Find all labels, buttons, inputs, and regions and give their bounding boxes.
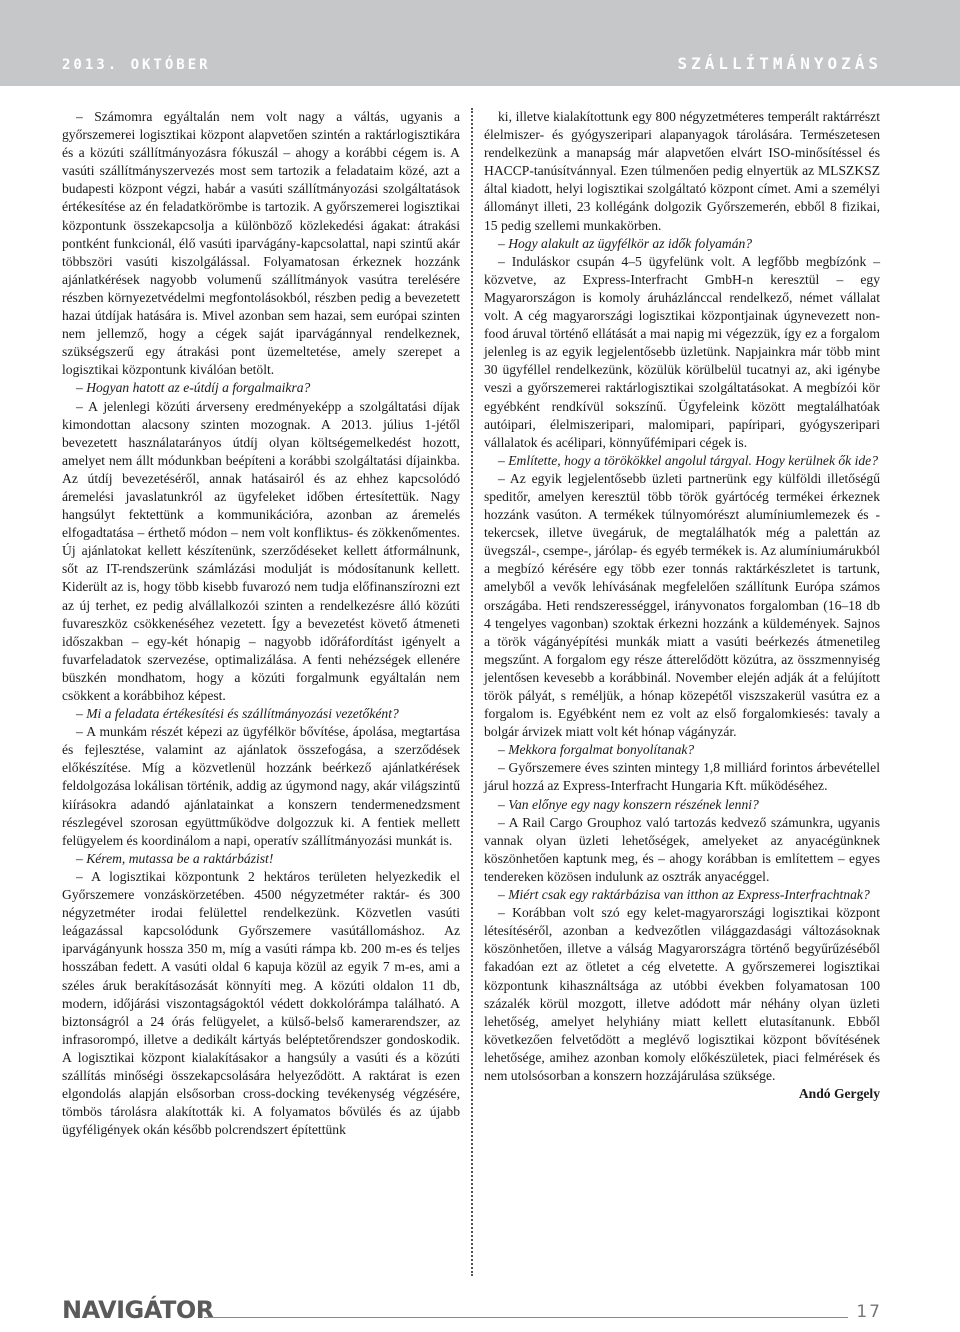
interview-question: – Miért csak egy raktárbázisa van itthon az Express-Interfrachtnak? <box>498 887 870 903</box>
answer-paragraph: – Győrszemere éves szinten mintegy 1,8 milliárd forintos árbevétellel járul hozzá az Express-Interfracht Hungaria Kft. működéséhez. <box>484 760 880 794</box>
answer-paragraph: – Korábban volt szó egy kelet-magyarországi logisztikai központ létesítéséről, azonban a kedvezőtlen világgazdasági változásoknak köszönhetően, illetve a válság Magyarországra történő begyűrűzéséből fakadóan ezt az ötletet a cég elvetette. A győrszemerei logisztikai központunk kihasználtsága az utóbbi években folyamatosan 100 százalék körül mozgott, illetve adódott már néhány olyan üzleti lehetőség, amelyet helyhiány miatt kellett elutasítanunk. Ebből következően felvetődött a meglévő logisztikai központ bővítésének lehetősége, amihez azonban komoly előkészületek, piaci felmérések és nem utolsósorban a konszern hozzájárulása szüksége. <box>484 905 880 1083</box>
answer-paragraph: ki, illetve kialakítottunk egy 800 négyzetméteres temperált raktárrészt élelmiszer- és gyógyszeripari alapanyagok tárolására. Természetesen rendelkezünk a manapság már alapvetően elvárt ISO-minősítéssel és HACCP-tanúsítvánnyal. Ezen túlmenően pedig elnyertük az MLSZKSZ által kiadott, helyi logisztikai szolgáltató központ címet. Ami a személyi állományt illeti, 23 kollégánk dolgozik Győrszemerén, ebből 8 fizikai, 15 pedig szellemi munkakörben. <box>484 109 880 233</box>
article-column-left <box>62 108 460 1139</box>
answer-paragraph: – Az egyik legjelentősebb üzleti partnerünk egy külföldi illetőségű speditőr, amelyen keresztül több török gyártócég termékei érkeznek hozzánk vasúton. A termékek túlnyomórészt alumíniumlemezek és -tekercsek, illetve üvegáruk, de megtalálhatók még a palettán az üvegszál-, csempe-, járólap- és egyéb termékek is. Az alumíniumárukból a megbízó kérésére egy több ezer tonnás raktárkészletet is tartunk, amelyből a vevők lehívásának megfelelően szállítunk Európa számos országába. Heti rendszerességgel, irányvonatos forgalomban (16–18 db 4 tengelyes vagonban) szoktak érkezni hozzánk a küldemények. Sajnos a török vágányépítési munkák miatt a vasúti beérkezés átmenetileg megszűnt. A forgalom egy része átterelődött közútra, az összmennyiség jelentősen kevesebb a korábbinál. November elején adják át a felújított török pályát, s reméljük, a hónap közepétől viszszakerül vasútra ez a forgalom is. Egyébként nem ez volt az első forgalomkiesés: tavaly a bolgár árvizek miatt volt két hónap vágányzár. <box>484 470 880 740</box>
answer-paragraph: – Induláskor csupán 4–5 ügyfelünk volt. A legfőbb megbízónk – közvetve, az Express-Interfracht GmbH-n keresztül – egy Magyarországon is komoly áruházlánccal rendelkező, német vállalat volt. A cég magyarországi logisztikai központjainak úgynevezett non-food áruval történő ellátását a mai napig mi végezzük, így ez a forgalom jelenleg is az egyik legjelentősebb üzletünk. Napjainkra már több mint 30 ügyféllel rendelkezünk, közülük körülbelül tucatnyi az, aki igénybe veszi a győrszemerei raktárlogisztikai szolgáltatásokat. A megbízói kör egyébként rendkívül sokszínű. Ügyfeleink között megtalálhatóak autóipari, élelmiszeripari, malomipari, papíripari, gyógyszeripari vállalatok és acélipari, könnyűfémipari cégek is. <box>484 253 880 450</box>
section-title: SZÁLLÍTMÁNYOZÁS <box>677 54 882 73</box>
author-signature: Andó Gergely <box>798 1086 880 1102</box>
issue-date: 2013. OKTÓBER <box>62 57 211 73</box>
answer-paragraph: – A munkám részét képezi az ügyfélkör bővítése, ápolása, megtartása és fejlesztése, valamint az ajánlatok összefogása, a szerződések előkészítése. Míg a közvetlenül hozzánk beérkező ajánlatkérések feldolgozása lokálisan történik, addig az úgymond nagy, akár világszintű kiírásokra adandó ajánlatainkat a konszern tendermenedzsment részlegével szorosan együttműködve dolgozzuk ki. A fentiek mellett felügyelem és koordinálom a napi, operatív szállítmányozási munkát is. <box>62 724 460 848</box>
article-column-right <box>484 108 880 1103</box>
interview-question: – Mi a feladata értékesítési és szállítmányozási vezetőként? <box>76 706 399 722</box>
footer-rule <box>204 1317 848 1318</box>
interview-question: – Mekkora forgalmat bonyolítanak? <box>498 742 695 758</box>
column-divider <box>471 108 473 1276</box>
interview-question: – Kérem, mutassa be a raktárbázist! <box>76 850 274 866</box>
magazine-logo: NAVIGÁTOR <box>62 1296 214 1324</box>
answer-paragraph: – A logisztikai központunk 2 hektáros területen helyezkedik el Győrszemere vonzáskörzetében. 4500 négyzetméter raktár- és 300 négyzetméter irodai felülettel rendelkezünk. Közvetlen vasúti leágazással kapcsolódunk Győrszemere vasútállomáshoz. Az iparvágányunk hossza 350 m, míg a vasúti rámpa kb. 200 m-es és teljes hosszában fedett. A vasúti oldal 6 kapuja közül az egyik 7 m-es, ami a széles áruk berakításozását könnyíti meg. A közúti oldalon 11 db, modern, időjárási viszontagságoktól védett dokkolórámpa található. A biztonságról a 24 órás felügyelet, a külső-belső kamerarendszer, az infrasorompó, illetve a dedikált kártyás beléptetőrendszer gondoskodik. A logisztikai központ kialakításakor a hangsúly a vasúti és a közúti szállítás minőségi összekapcsolására helyeződött. A raktárat is ezen elgondolás alapján elsősorban cross-docking tevékenység végzésére, tömbös tárolásra alakították ki. A folyamatos bővülés és az újabb ügyféligények okán később polcrendszert építettünk <box>62 868 460 1138</box>
answer-paragraph: – A Rail Cargo Grouphoz való tartozás kedvező számunkra, ugyanis vannak olyan üzleti lehetőségek, amelyeket az anyacégünknek köszönhetően kaptunk meg, és – ahogy korábban is említettem – egyes tendereken közösen indulunk az osztrák anyacéggel. <box>484 814 880 884</box>
interview-question: – Van előnye egy nagy konszern részének lenni? <box>498 796 759 812</box>
page-header <box>0 0 960 86</box>
answer-paragraph: – Számomra egyáltalán nem volt nagy a váltás, ugyanis a győrszemerei logisztikai központ alapvetően szintén a raktárlogisztikára és a közúti szállítmányozásra fókuszál – ahogy a korábbi cégem is. A vasúti szállítmányszervezés most sem tartozik a feladataim közé, azt a budapesti központ végzi, habár a vasúti szállítmányozási szolgáltatások értékesítése az én feladatkörömbe is tartozik. A győrszemerei logisztikai központunk összekapcsolja a különböző közlekedési ágakat: átrakási pontként funkcionál, élő vasúti iparvágány-kapcsolattal, napi szintű akár többszöri vasúti kiszolgálással. Folyamatosan érkeznek hozzánk ajánlatkérések nagyobb volumenű szállítmányok vasútra terelésére részben környezetvédelmi megfontolásokból, részben pedig a bevezetett hazai útdíjak hatására is. Mivel azonban sem hazai, sem európai szinten nem jellemző, hogy a cégek saját iparvágánnyal rendelkeznek, szükségszerű egy átrakási pont üzemeltetése, amely szerepet a logisztikai központunk kiválóan betölt. <box>62 109 460 378</box>
interview-question: – Hogyan hatott az e-útdíj a forgalmaikra? <box>76 380 311 396</box>
interview-question: – Hogy alakult az ügyfélkör az idők folyamán? <box>498 235 753 251</box>
page-number: 17 <box>856 1302 882 1322</box>
interview-question: – Említette, hogy a törökökkel angolul tárgyal. Hogy kerülnek ők ide? <box>498 452 879 468</box>
answer-paragraph: – A jelenlegi közúti árverseny eredményeképp a szolgáltatási díjak kimondottan alacsony szinten mozognak. A 2013. július 1-jétől bevezetett használatarányos útdíj olyan költségemelkedést hozott, amelyet nem állt módunkban beépíteni a korábbi szolgáltatási díjainkba. Az útdíj bevezetéséről, annak hatásairól és az ehhez kapcsolódó áremelési javaslatunkról az ügyfeleket időben értesítettük. Nagy hangsúlyt fektettünk a kommunikációra, azonban az áremelés elfogadtatása – érthető módon – nem volt konfliktus- és zökkenőmentes. Új ajánlatokat kellett készítenünk, szerződéseket kellett átformálnunk, sőt az IT-rendszerünk számlázási modulját is módosítanunk kellett. Kiderült az is, hogy több kisebb fuvarozó nem tudja előfinanszírozni ezt az új terhet, ez pedig alvállalkozói szinten a rendelkezésre álló közúti fuvareszköz csökkenéséhez vezetett. Így a bevezetést követő átmeneti időszakban – egy-két hónapig – nagyobb időráfordítást igényelt a fuvarfeladatok szervezése, optimalizálása. A fenti nehézségek ellenére büszkén mondhatom, hogy a közúti forgalmunk egyáltalán nem csökkent a korábbihoz képest. <box>62 398 460 703</box>
